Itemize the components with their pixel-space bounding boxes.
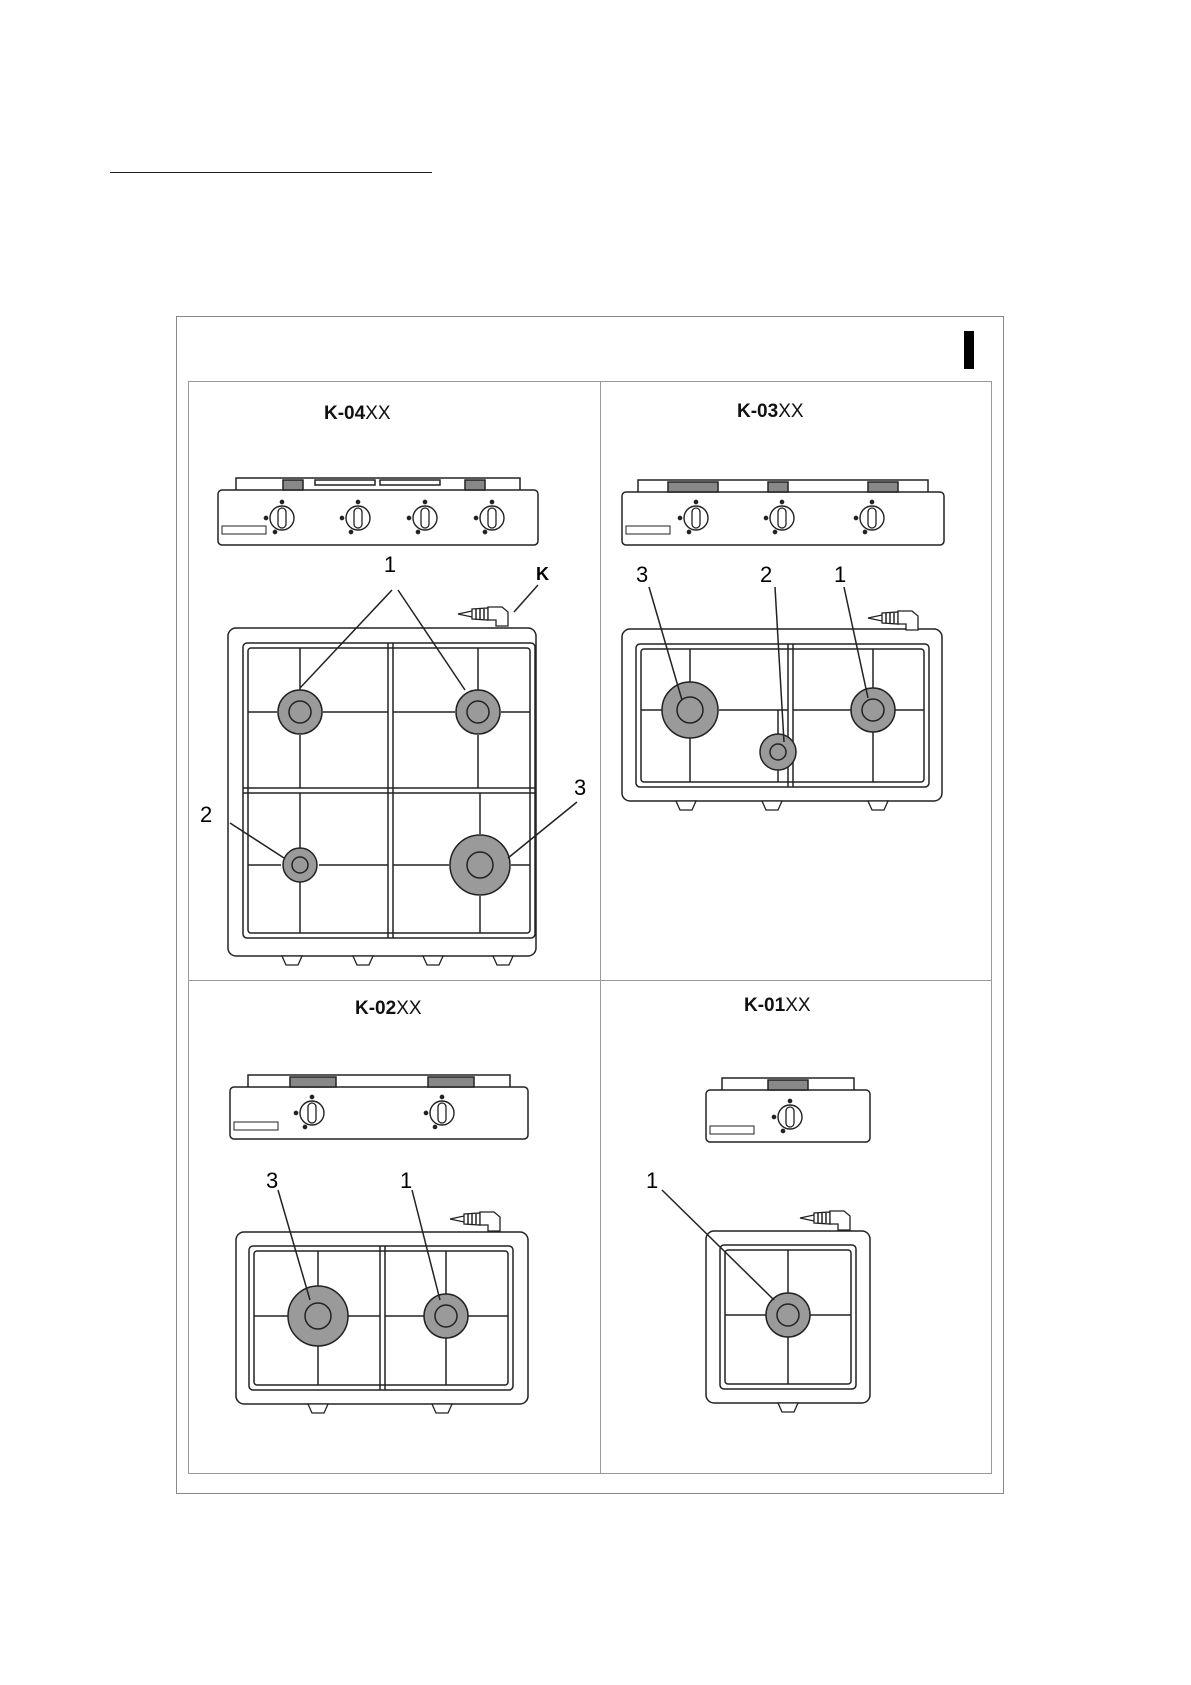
k04-callout-k: K: [536, 564, 549, 584]
k04-front-view: [218, 478, 538, 545]
panel-title-k02: K-02XX: [355, 998, 422, 1019]
k02-top-view: [236, 1190, 528, 1413]
panel-title-k04: K-04XX: [324, 403, 391, 424]
k03-front-view: [622, 480, 944, 545]
k04-top-view: [228, 585, 577, 965]
k04-callout-3: 3: [574, 775, 587, 800]
k03-callout-2: 2: [760, 562, 773, 587]
k04-callout-2: 2: [200, 802, 213, 827]
k01-top-view: [662, 1190, 870, 1412]
k04-callout-1: 1: [383, 552, 397, 577]
k02-callout-3: 3: [266, 1168, 279, 1193]
panel-title-k01: K-01XX: [744, 995, 811, 1016]
k03-top-view: [622, 587, 942, 810]
panel-title-k03: K-03XX: [737, 401, 804, 422]
k02-callout-1: 1: [400, 1168, 413, 1193]
k01-front-view: [706, 1078, 870, 1142]
k03-callout-3: 3: [636, 562, 649, 587]
k01-callout-1: 1: [646, 1168, 659, 1193]
k02-front-view: [230, 1075, 528, 1139]
k03-callout-1: 1: [834, 562, 847, 587]
